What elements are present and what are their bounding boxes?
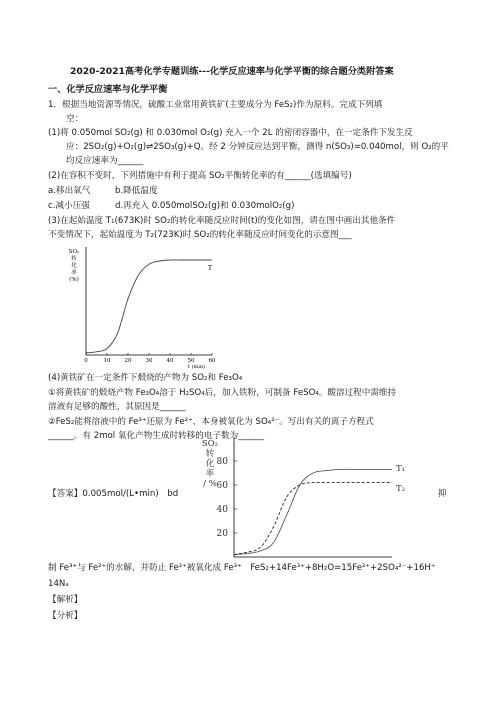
q1-part4-1-line1: ①将黄铁矿的煅烧产物 Fe₃O₄溶于 H₂SO₄后，加入铁粉，可制备 FeSO₄。酸溶过程中需维持 bbox=[48, 388, 397, 398]
breakdown-label: 【分析】 bbox=[48, 611, 83, 621]
chart1-x-tick-label: 0 bbox=[84, 358, 88, 364]
doc-title: 2020-2021高考化学专题训练---化学反应速率与化学平衡的综合题分类附答案 bbox=[70, 66, 394, 77]
chart2-y-axis-label: SO₂ bbox=[201, 439, 219, 449]
q1-part4-2-line1: ②FeS₂能将溶液中的 Fe³⁺还原为 Fe²⁺，本身被氧化为 SO₄²⁻。写出有关的离子方程式 bbox=[48, 417, 374, 427]
answer-line2: 制 Fe³⁺与 Fe²⁺的水解，并防止 Fe²⁺被氧化成 Fe³⁺ FeS₂+14Fe³⁺+8H₂O=15Fe²⁺+2SO₄²⁻+16H⁺ bbox=[48, 563, 436, 573]
answer-line3: 14Nₐ bbox=[48, 579, 69, 589]
chart2-y-axis-label: 化 bbox=[205, 459, 215, 469]
q1-intro-line1: 1．根据当地资源等情况，硫酸工业常用黄铁矿(主要成分为 FeS₂)作为原料。完成下列填 bbox=[48, 100, 383, 110]
answer-label: 【答案】0.005mol/(L•min) bd bbox=[48, 489, 179, 499]
chart1-x-tick-label: 10 bbox=[103, 358, 111, 364]
q1-part1-line2: 应：2SO₂(g)+O₂(g)⇌2SO₃(g)+Q。经 2 分钟反应达到平衡，测得 n(SO₃)=0.040mol，则 O₂的平 bbox=[66, 142, 449, 152]
q1-part1-line1: (1)将 0.050mol SO₂(g) 和 0.030mol O₂(g) 充入一个 2L 的密闭容器中，在一定条件下发生反 bbox=[48, 128, 413, 138]
chart2-series-t2-line bbox=[234, 482, 392, 554]
chart2-series-t1-label: T₁ bbox=[396, 464, 406, 474]
chart1-x-axis-label: t (min) bbox=[188, 364, 206, 370]
chart2-y-axis-label: 率 bbox=[205, 469, 215, 479]
chart2-y-tick-label: 60 bbox=[216, 481, 228, 491]
option-c: c.减小压强 bbox=[48, 201, 90, 211]
chart1-x-tick-label: 20 bbox=[124, 358, 132, 364]
chart2-y-tick-label: 20 bbox=[216, 529, 228, 539]
chart1-x-tick-label: 40 bbox=[166, 358, 174, 364]
q1-part4-1-line2: 溶液有足够的酸性，其原因是______ bbox=[48, 402, 186, 412]
chart1-x-tick-label: 60 bbox=[208, 358, 216, 364]
chart1-y-axis-label: SO₂ bbox=[68, 249, 80, 255]
conversion-chart-t1-t2 bbox=[196, 433, 428, 561]
chart2-y-axis-label: / % bbox=[203, 479, 217, 489]
chart2-y-tick-label: 40 bbox=[216, 505, 228, 515]
q1-part1-line3: 均反应速率为______ bbox=[66, 156, 144, 166]
chart2-y-tick-label: 80 bbox=[216, 457, 228, 467]
option-b: b.降低温度 bbox=[115, 186, 158, 196]
chart1-y-axis-label: (%) bbox=[69, 277, 79, 283]
q1-intro-line2: 空： bbox=[66, 114, 84, 124]
chart2-series-t2-label: T₂ bbox=[396, 484, 406, 494]
chart1-y-axis-label: 转 bbox=[71, 256, 77, 262]
q1-part4: (4)黄铁矿在一定条件下煅烧的产物为 SO₂和 Fe₃O₄ bbox=[48, 373, 243, 383]
answer-tail: 抑 bbox=[438, 489, 447, 499]
chart2-series-t1-line bbox=[234, 469, 392, 554]
chart1-x-tick-label: 30 bbox=[145, 358, 153, 364]
option-a: a.移出氧气 bbox=[48, 186, 91, 196]
analysis-label: 【解析】 bbox=[48, 595, 83, 605]
chart1-x-tick-label: 50 bbox=[187, 358, 195, 364]
q1-part3-line2: 不变情况下，起始温度为 T₂(723K)时 SO₂的转化率随反应时间变化的示意图___ bbox=[48, 230, 352, 240]
chart1-y-axis-label: 化 bbox=[71, 263, 77, 269]
q1-part3-line1: (3)在起始温度 T₁(673K)时 SO₂的转化率随反应时间(t)的变化如图，请在图中画出其他条件 bbox=[48, 216, 396, 226]
option-d: d.再充入 0.050molSO₂(g)和 0.030molO₂(g) bbox=[115, 201, 295, 211]
chart1-series-t-line bbox=[86, 260, 212, 353]
section-heading: 一、化学反应速率与化学平衡 bbox=[48, 84, 168, 95]
q1-part4-2-line2: ______。有 2mol 氧化产物生成时转移的电子数为______ bbox=[48, 431, 265, 441]
q1-part2: (2)在容积不变时，下列措施中有利于提高 SO₂平衡转化率的有______(选填编号) bbox=[48, 171, 352, 181]
conversion-chart-t bbox=[62, 243, 232, 373]
chart2-y-axis-label: 转 bbox=[205, 449, 215, 459]
chart1-series-t-label: T bbox=[208, 265, 213, 272]
chart1-y-axis-label: 率 bbox=[71, 270, 77, 276]
